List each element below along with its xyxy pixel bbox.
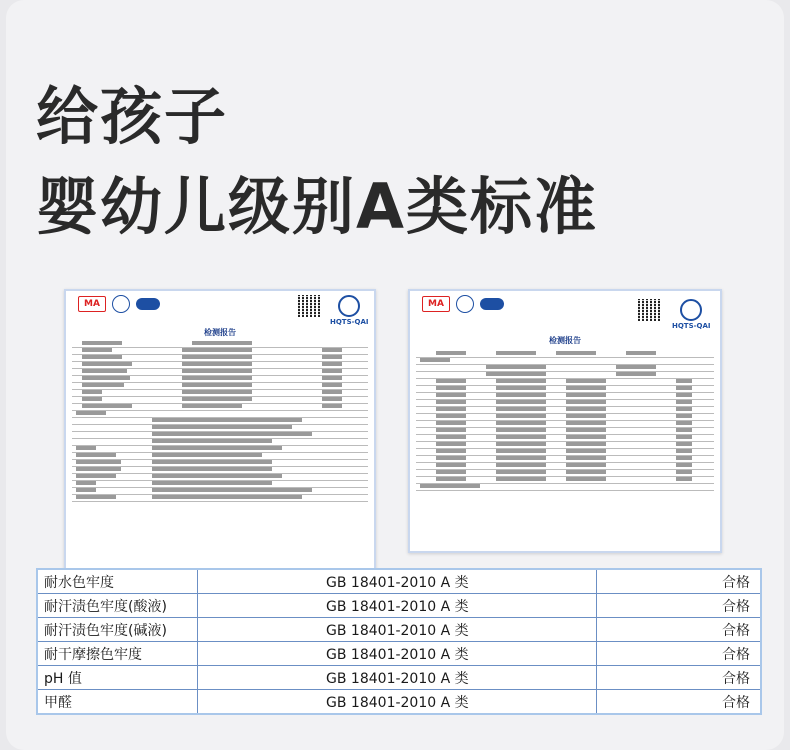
report-table-lines bbox=[72, 341, 368, 411]
result-cell: 合格 bbox=[597, 594, 761, 618]
result-cell: 合格 bbox=[597, 569, 761, 594]
report-title: 检测报告 bbox=[204, 328, 236, 337]
standard-cell: GB 18401-2010 A 类 bbox=[198, 666, 597, 690]
report-table-lines bbox=[416, 351, 714, 491]
test-item-cell: pH 值 bbox=[37, 666, 198, 690]
cma-logo: MA bbox=[78, 296, 106, 312]
standard-cell: GB 18401-2010 A 类 bbox=[198, 690, 597, 715]
hqts-logo: HQTS-QAI bbox=[330, 295, 369, 326]
test-report-right bbox=[408, 289, 722, 553]
test-item-cell: 耐汗渍色牢度(酸液) bbox=[37, 594, 198, 618]
standard-cell: GB 18401-2010 A 类 bbox=[198, 642, 597, 666]
test-item-cell: 耐干摩擦色牢度 bbox=[37, 642, 198, 666]
result-cell: 合格 bbox=[597, 666, 761, 690]
table-row bbox=[37, 569, 761, 594]
standard-cell: GB 18401-2010 A 类 bbox=[198, 618, 597, 642]
qr-code-icon bbox=[298, 295, 320, 317]
test-item-cell: 耐汗渍色牢度(碱液) bbox=[37, 618, 198, 642]
cnas-logo bbox=[136, 298, 160, 310]
table-row bbox=[37, 618, 761, 642]
qr-code-icon bbox=[638, 299, 660, 321]
table-row bbox=[37, 594, 761, 618]
product-card bbox=[6, 0, 784, 750]
report-title: 检测报告 bbox=[549, 336, 581, 345]
cma-logo: MA bbox=[422, 296, 450, 312]
headline-line-2: 婴幼儿级别A类标准 bbox=[36, 170, 598, 243]
table-row bbox=[37, 642, 761, 666]
report-table-lines-2 bbox=[72, 411, 368, 502]
hqts-logo: HQTS-QAI bbox=[672, 299, 711, 330]
standard-cell: GB 18401-2010 A 类 bbox=[198, 594, 597, 618]
table-row bbox=[37, 690, 761, 715]
headline-line-1: 给孩子 bbox=[36, 80, 229, 153]
test-item-cell: 耐水色牢度 bbox=[37, 569, 198, 594]
result-cell: 合格 bbox=[597, 618, 761, 642]
certification-logos bbox=[422, 295, 504, 313]
standard-cell: GB 18401-2010 A 类 bbox=[198, 569, 597, 594]
test-item-cell: 甲醛 bbox=[37, 690, 198, 715]
table-row bbox=[37, 666, 761, 690]
test-report-left bbox=[64, 289, 376, 573]
results-table bbox=[36, 568, 762, 715]
ilac-logo bbox=[456, 295, 474, 313]
cnas-logo bbox=[480, 298, 504, 310]
certification-logos bbox=[78, 295, 160, 313]
result-cell: 合格 bbox=[597, 642, 761, 666]
result-cell: 合格 bbox=[597, 690, 761, 715]
ilac-logo bbox=[112, 295, 130, 313]
